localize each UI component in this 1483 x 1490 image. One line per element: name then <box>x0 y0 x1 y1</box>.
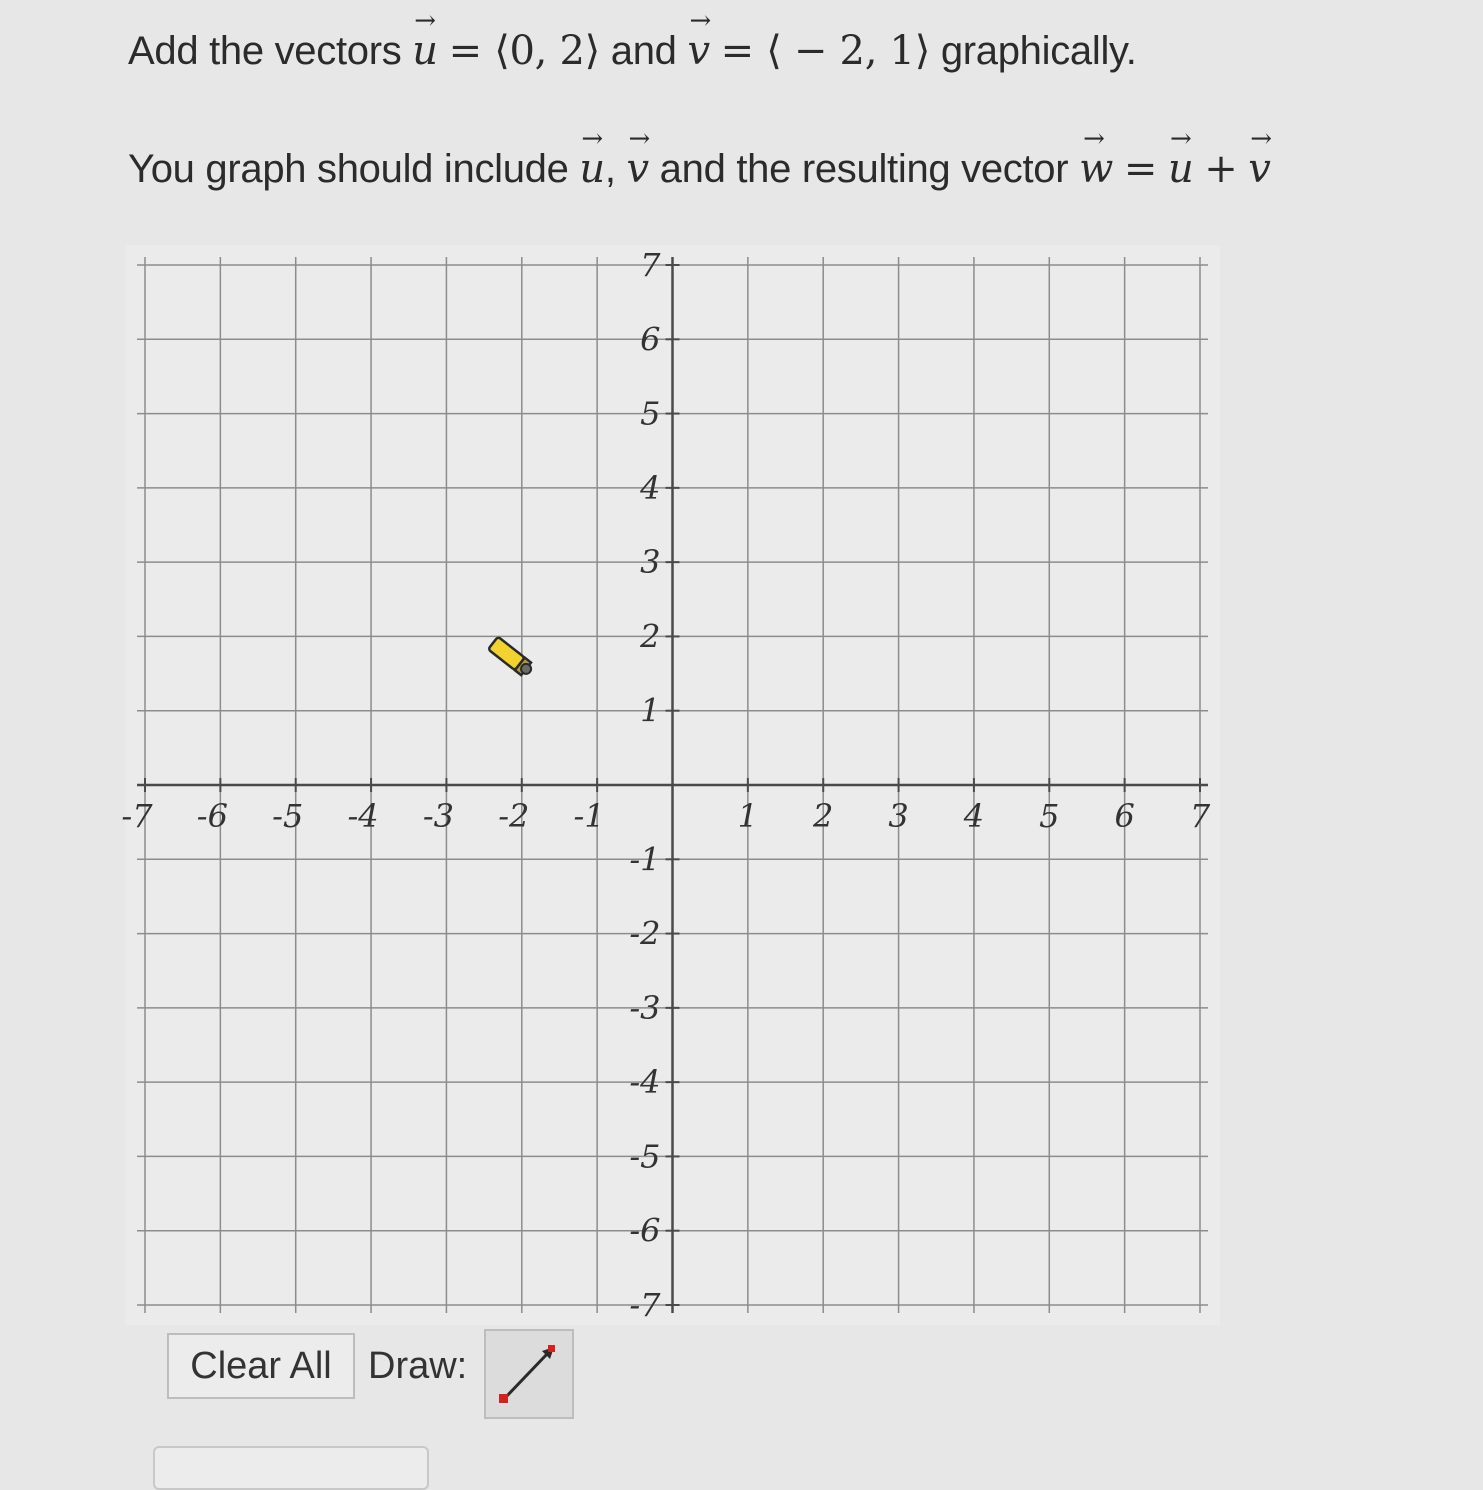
draw-label: Draw: <box>368 1345 468 1387</box>
bottom-partial-button[interactable] <box>153 1446 429 1490</box>
vector-arrow-icon: → <box>1169 124 1192 154</box>
x-tick-label: 6 <box>1114 797 1135 835</box>
y-tick-label: 5 <box>640 394 661 433</box>
x-tick-label: 4 <box>963 797 985 835</box>
vector-arrow-icon: → <box>414 6 436 36</box>
x-tick-label: -6 <box>196 797 228 835</box>
vector-arrow-icon: → <box>1250 124 1272 154</box>
vector-arrow-icon: → <box>1083 124 1105 154</box>
y-tick-label: 6 <box>640 320 661 359</box>
vector-arrow-icon: → <box>628 124 651 154</box>
y-tick-label: 1 <box>640 691 661 730</box>
vector-u-value: = ⟨0, 2⟩ <box>448 28 600 74</box>
y-tick-label: -4 <box>629 1063 661 1102</box>
x-tick-label: -4 <box>347 797 379 835</box>
x-tick-label: -3 <box>422 797 455 835</box>
x-tick-label: 1 <box>737 797 759 835</box>
vector-v-value: = ⟨ − 2, 1⟩ <box>720 28 930 74</box>
y-tick-label: 4 <box>640 468 661 507</box>
x-tick-label: 3 <box>888 797 909 835</box>
x-tick-label: -2 <box>498 797 530 835</box>
instruction-comma: , <box>604 147 616 191</box>
y-tick-label: 7 <box>640 246 661 284</box>
vector-v-symbol: → v <box>1248 124 1272 192</box>
vector-arrow-icon: → <box>689 6 711 36</box>
question-line-1 <box>128 6 1137 74</box>
x-tick-label: 5 <box>1039 797 1060 835</box>
y-tick-label: -3 <box>629 988 661 1027</box>
x-tick-label: -7 <box>121 797 153 835</box>
equals-sign: = <box>1123 146 1158 192</box>
y-tick-label: -6 <box>629 1211 661 1250</box>
x-tick-label: 7 <box>1189 797 1211 835</box>
y-tick-label: -2 <box>629 914 661 953</box>
x-tick-label: -1 <box>573 797 605 835</box>
plus-sign: + <box>1204 146 1238 192</box>
vector-v-symbol: → v <box>626 124 651 192</box>
vector-v-symbol: → v <box>687 6 711 74</box>
question-text-suffix: graphically. <box>940 29 1137 73</box>
question-text-and: and <box>610 29 677 73</box>
question-line-2 <box>128 124 1272 192</box>
vector-u-symbol: → u <box>1167 124 1194 192</box>
vector-arrow-icon: → <box>581 124 603 154</box>
vector-u-symbol: → u <box>412 6 438 74</box>
x-tick-label: -5 <box>272 797 304 835</box>
instruction-mid: and the resulting vector <box>659 147 1069 191</box>
y-tick-label: -5 <box>629 1137 661 1176</box>
vector-u-symbol: → u <box>579 124 605 192</box>
y-tick-label: -1 <box>629 840 661 879</box>
graph-canvas[interactable] <box>121 245 1220 1325</box>
vector-w-symbol: → w <box>1079 124 1114 192</box>
x-tick-label: 2 <box>813 797 834 835</box>
instruction-prefix: You graph should include <box>128 147 569 191</box>
y-tick-label: 3 <box>640 543 661 582</box>
clear-all-button[interactable]: Clear All <box>167 1333 355 1399</box>
draw-vector-tool-button[interactable] <box>484 1329 574 1419</box>
y-tick-label: -7 <box>629 1286 661 1324</box>
question-text-prefix: Add the vectors <box>128 29 402 73</box>
vector-arrow-icon <box>486 1331 572 1417</box>
y-tick-label: 2 <box>640 617 661 656</box>
